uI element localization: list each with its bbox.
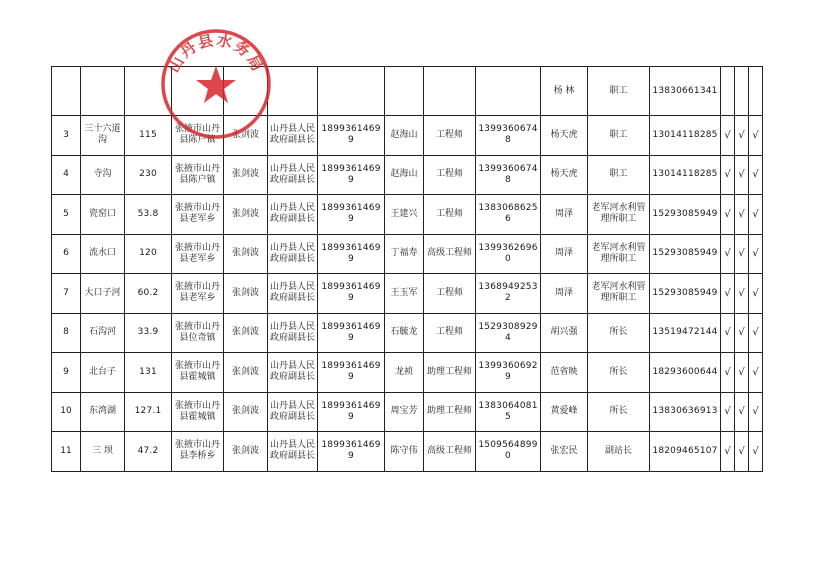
- reservoir-name-cell: 瓷窑口: [81, 195, 125, 235]
- tech-phone-cell: 15095648990: [476, 432, 541, 472]
- tech-person-cell: 王建兴: [385, 195, 424, 235]
- tech-person-cell: 王玉军: [385, 274, 424, 314]
- reservoir-name-cell: 石沟河: [81, 313, 125, 353]
- capacity-cell: 115: [125, 116, 172, 156]
- check-cell-3: √: [749, 234, 763, 274]
- location-cell: 张掖市山丹县老军乡: [172, 195, 224, 235]
- gov-title-cell: 山丹县人民政府副县长: [268, 432, 318, 472]
- contact-name-cell: 杨 林: [541, 67, 588, 116]
- check-cell-1: √: [721, 195, 735, 235]
- empty-cell: [385, 67, 424, 116]
- tech-title-cell: 高级工程师: [424, 234, 476, 274]
- table-row: [52, 195, 763, 235]
- manager-person-cell: 胡兴强: [541, 313, 588, 353]
- continuation-row: [52, 67, 763, 116]
- check-cell-1: √: [721, 353, 735, 393]
- manager-person-cell: 周泽: [541, 234, 588, 274]
- gov-phone-cell: 18993614699: [318, 155, 385, 195]
- gov-title-cell: 山丹县人民政府副县长: [268, 274, 318, 314]
- empty-cell: [224, 67, 268, 116]
- manager-title-cell: 老军河水利管理所职工: [588, 195, 650, 235]
- manager-phone-cell: 18209465107: [650, 432, 721, 472]
- gov-person-cell: 张剑波: [224, 392, 268, 432]
- capacity-cell: 33.9: [125, 313, 172, 353]
- tech-phone-cell: 15293089294: [476, 313, 541, 353]
- manager-person-cell: 杨天虎: [541, 155, 588, 195]
- manager-phone-cell: 18293600644: [650, 353, 721, 393]
- location-cell: 张掖市山丹县陈户镇: [172, 155, 224, 195]
- gov-person-cell: 张剑波: [224, 155, 268, 195]
- reservoir-name-cell: 寺沟: [81, 155, 125, 195]
- tech-person-cell: 周宝芳: [385, 392, 424, 432]
- row-number-cell: 5: [52, 195, 81, 235]
- empty-cell: [721, 67, 735, 116]
- tech-phone-cell: 13830686256: [476, 195, 541, 235]
- tech-phone-cell: 13993606748: [476, 116, 541, 156]
- tech-person-cell: 石毓龙: [385, 313, 424, 353]
- empty-cell: [476, 67, 541, 116]
- check-cell-1: √: [721, 313, 735, 353]
- gov-title-cell: 山丹县人民政府副县长: [268, 353, 318, 393]
- tech-title-cell: 助理工程师: [424, 392, 476, 432]
- check-cell-2: √: [735, 195, 749, 235]
- gov-phone-cell: 18993614699: [318, 432, 385, 472]
- manager-title-cell: 所长: [588, 353, 650, 393]
- check-cell-2: √: [735, 313, 749, 353]
- gov-title-cell: 山丹县人民政府副县长: [268, 392, 318, 432]
- empty-cell: [125, 67, 172, 116]
- manager-phone-cell: 15293085949: [650, 234, 721, 274]
- check-cell-1: √: [721, 155, 735, 195]
- empty-cell: [81, 67, 125, 116]
- row-number-cell: 3: [52, 116, 81, 156]
- location-cell: 张掖市山丹县霍城镇: [172, 392, 224, 432]
- capacity-cell: 230: [125, 155, 172, 195]
- check-cell-3: √: [749, 313, 763, 353]
- manager-phone-cell: 15293085949: [650, 274, 721, 314]
- gov-phone-cell: 18993614699: [318, 313, 385, 353]
- manager-person-cell: 周泽: [541, 195, 588, 235]
- tech-title-cell: 工程师: [424, 155, 476, 195]
- check-cell-1: √: [721, 432, 735, 472]
- tech-title-cell: 助理工程师: [424, 353, 476, 393]
- responsibility-table: [51, 66, 763, 472]
- tech-person-cell: 赵海山: [385, 116, 424, 156]
- gov-person-cell: 张剑波: [224, 195, 268, 235]
- tech-phone-cell: 13993626960: [476, 234, 541, 274]
- gov-person-cell: 张剑波: [224, 234, 268, 274]
- gov-person-cell: 张剑波: [224, 274, 268, 314]
- tech-title-cell: 工程师: [424, 195, 476, 235]
- gov-person-cell: 张剑波: [224, 116, 268, 156]
- tech-title-cell: 工程师: [424, 116, 476, 156]
- location-cell: 张掖市山丹县位奇镇: [172, 313, 224, 353]
- tech-title-cell: 高级工程师: [424, 432, 476, 472]
- table-row: [52, 432, 763, 472]
- tech-phone-cell: 13689492532: [476, 274, 541, 314]
- capacity-cell: 53.8: [125, 195, 172, 235]
- contact-title-cell: 职工: [588, 67, 650, 116]
- manager-person-cell: 杨天虎: [541, 116, 588, 156]
- capacity-cell: 60.2: [125, 274, 172, 314]
- manager-title-cell: 所长: [588, 313, 650, 353]
- check-cell-3: √: [749, 116, 763, 156]
- manager-title-cell: 所长: [588, 392, 650, 432]
- manager-person-cell: 范省映: [541, 353, 588, 393]
- manager-phone-cell: 15293085949: [650, 195, 721, 235]
- gov-phone-cell: 18993614699: [318, 195, 385, 235]
- row-number-cell: 8: [52, 313, 81, 353]
- check-cell-3: √: [749, 432, 763, 472]
- row-number-cell: 6: [52, 234, 81, 274]
- capacity-cell: 127.1: [125, 392, 172, 432]
- manager-person-cell: 黄爱峰: [541, 392, 588, 432]
- reservoir-name-cell: 北台子: [81, 353, 125, 393]
- table-row: [52, 116, 763, 156]
- manager-phone-cell: 13014118285: [650, 116, 721, 156]
- gov-person-cell: 张剑波: [224, 353, 268, 393]
- check-cell-1: √: [721, 392, 735, 432]
- gov-phone-cell: 18993614699: [318, 353, 385, 393]
- reservoir-name-cell: 东湾湖: [81, 392, 125, 432]
- tech-person-cell: 陈守伟: [385, 432, 424, 472]
- check-cell-2: √: [735, 392, 749, 432]
- reservoir-name-cell: 三十六道沟: [81, 116, 125, 156]
- manager-title-cell: 老军河水利管理所职工: [588, 234, 650, 274]
- table-row: [52, 353, 763, 393]
- gov-phone-cell: 18993614699: [318, 116, 385, 156]
- table-row: [52, 234, 763, 274]
- row-number-cell: 10: [52, 392, 81, 432]
- row-number-cell: 11: [52, 432, 81, 472]
- tech-phone-cell: 13830640815: [476, 392, 541, 432]
- manager-phone-cell: 13519472144: [650, 313, 721, 353]
- tech-person-cell: 丁福寿: [385, 234, 424, 274]
- empty-cell: [749, 67, 763, 116]
- check-cell-3: √: [749, 392, 763, 432]
- location-cell: 张掖市山丹县老军乡: [172, 234, 224, 274]
- check-cell-1: √: [721, 234, 735, 274]
- gov-phone-cell: 18993614699: [318, 274, 385, 314]
- table-row: [52, 313, 763, 353]
- check-cell-3: √: [749, 155, 763, 195]
- check-cell-2: √: [735, 353, 749, 393]
- manager-title-cell: 老军河水利管理所职工: [588, 274, 650, 314]
- capacity-cell: 47.2: [125, 432, 172, 472]
- check-cell-3: √: [749, 353, 763, 393]
- gov-phone-cell: 18993614699: [318, 392, 385, 432]
- table-row: [52, 155, 763, 195]
- check-cell-3: √: [749, 274, 763, 314]
- empty-cell: [172, 67, 224, 116]
- check-cell-2: √: [735, 432, 749, 472]
- capacity-cell: 120: [125, 234, 172, 274]
- gov-title-cell: 山丹县人民政府副县长: [268, 195, 318, 235]
- manager-phone-cell: 13830636913: [650, 392, 721, 432]
- gov-person-cell: 张剑波: [224, 313, 268, 353]
- capacity-cell: 131: [125, 353, 172, 393]
- reservoir-name-cell: 大口子河: [81, 274, 125, 314]
- manager-person-cell: 周泽: [541, 274, 588, 314]
- manager-title-cell: 职工: [588, 116, 650, 156]
- tech-person-cell: 赵海山: [385, 155, 424, 195]
- check-cell-2: √: [735, 234, 749, 274]
- check-cell-2: √: [735, 274, 749, 314]
- check-cell-1: √: [721, 116, 735, 156]
- reservoir-responsibility-table: [51, 66, 763, 472]
- empty-cell: [52, 67, 81, 116]
- empty-cell: [424, 67, 476, 116]
- tech-title-cell: 工程师: [424, 274, 476, 314]
- empty-cell: [318, 67, 385, 116]
- tech-person-cell: 龙祯: [385, 353, 424, 393]
- contact-phone-cell: 13830661341: [650, 67, 721, 116]
- location-cell: 张掖市山丹县李桥乡: [172, 432, 224, 472]
- row-number-cell: 7: [52, 274, 81, 314]
- gov-title-cell: 山丹县人民政府副县长: [268, 116, 318, 156]
- gov-title-cell: 山丹县人民政府副县长: [268, 313, 318, 353]
- gov-title-cell: 山丹县人民政府副县长: [268, 234, 318, 274]
- seal-text: 山丹县水务局: [164, 30, 268, 76]
- tech-title-cell: 工程师: [424, 313, 476, 353]
- empty-cell: [735, 67, 749, 116]
- gov-phone-cell: 18993614699: [318, 234, 385, 274]
- empty-cell: [268, 67, 318, 116]
- location-cell: 张掖市山丹县老军乡: [172, 274, 224, 314]
- tech-phone-cell: 13993606929: [476, 353, 541, 393]
- tech-phone-cell: 13993606748: [476, 155, 541, 195]
- check-cell-1: √: [721, 274, 735, 314]
- gov-person-cell: 张剑波: [224, 432, 268, 472]
- row-number-cell: 4: [52, 155, 81, 195]
- manager-phone-cell: 13014118285: [650, 155, 721, 195]
- reservoir-name-cell: 三 坝: [81, 432, 125, 472]
- check-cell-2: √: [735, 155, 749, 195]
- table-row: [52, 274, 763, 314]
- manager-title-cell: 副站长: [588, 432, 650, 472]
- location-cell: 张掖市山丹县霍城镇: [172, 353, 224, 393]
- check-cell-2: √: [735, 116, 749, 156]
- manager-title-cell: 职工: [588, 155, 650, 195]
- location-cell: 张掖市山丹县陈户镇: [172, 116, 224, 156]
- table-row: [52, 392, 763, 432]
- row-number-cell: 9: [52, 353, 81, 393]
- gov-title-cell: 山丹县人民政府副县长: [268, 155, 318, 195]
- reservoir-name-cell: 流水口: [81, 234, 125, 274]
- check-cell-3: √: [749, 195, 763, 235]
- manager-person-cell: 张宏民: [541, 432, 588, 472]
